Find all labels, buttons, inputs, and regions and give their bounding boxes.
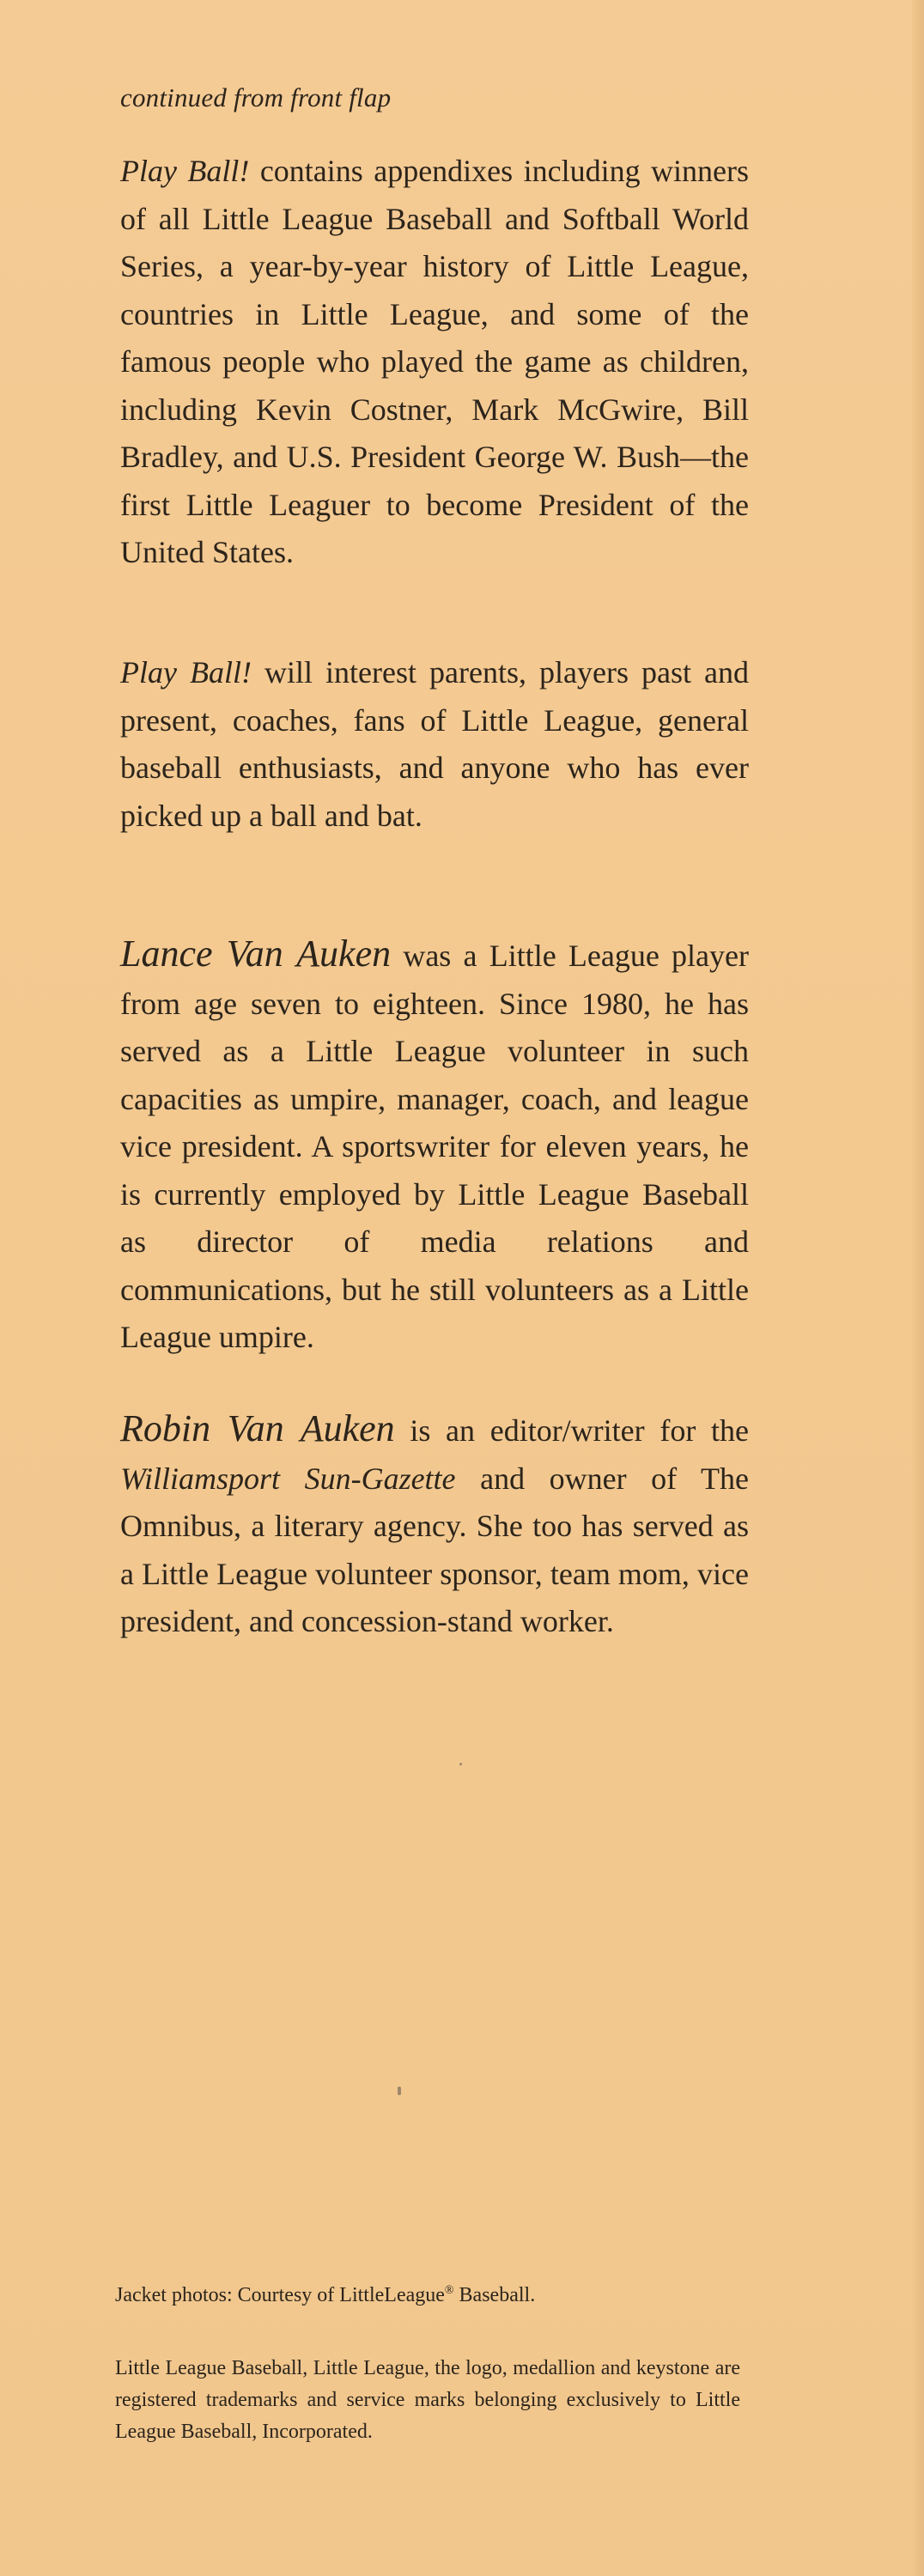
continued-note: continued from front flap [120, 82, 392, 112]
author-name-robin: Robin Van Auken [120, 1407, 395, 1449]
description-paragraph-1 [120, 148, 749, 577]
author-bio-text-robin-b: and owner of The Omnibus, a literary agency. She too has served as a Little League volunteer sponsor, team mom, vice president, and concession-stand worker. [120, 1461, 749, 1638]
description-paragraph-2 [120, 649, 749, 840]
photo-credit [115, 2284, 535, 2307]
author-bio-robin [120, 1405, 749, 1646]
description-text-2: will interest parents, players past and present, coaches, fans of Little League, general baseball enthusiasts, and anyone who has ever picked up a ball and bat. [120, 655, 749, 833]
publication-name: Williamsport Sun-Gazette [120, 1461, 456, 1496]
registered-mark: ® [444, 2284, 454, 2297]
paper-speck [459, 1763, 462, 1765]
author-bio-text-robin-a: is an editor/writer for the [394, 1413, 749, 1448]
author-bio-lance [120, 930, 749, 1362]
author-bio-text-lance: was a Little League player from age seven to eighteen. Since 1980, he has served as a Little League volunteer in such capacities as umpire, manager, coach, and league vice president. A sportswriter for eleven years, he is currently employed by Little League Baseball as director of media relations and communications, but he still volunteers as a Little League umpire. [120, 939, 749, 1354]
book-title-2: Play Ball! [120, 655, 252, 690]
paper-speck [398, 2087, 401, 2095]
description-text-1: contains appendixes including winners of all Little League Baseball and Softball World Series, a year-by-year history of Little League, countries in Little League, and some of the famous people who played the game as children, including Kevin Costner, Mark McGwire, Bill Bradley, and U.S. President George W. Bush—the first Little Leaguer to become President of the United States. [120, 154, 749, 569]
photo-credit-text-a: Jacket photos: Courtesy of LittleLeague [115, 2284, 445, 2306]
book-title: Play Ball! [120, 154, 250, 188]
flap-edge [912, 0, 924, 2576]
photo-credit-text-b: Baseball. [453, 2284, 536, 2306]
author-name-lance: Lance Van Auken [120, 933, 392, 975]
trademark-notice: Little League Baseball, Little League, the logo, medallion and keystone are registered trademarks and service marks belonging exclusively to Little League Baseball, Incorporated. [115, 2357, 740, 2443]
